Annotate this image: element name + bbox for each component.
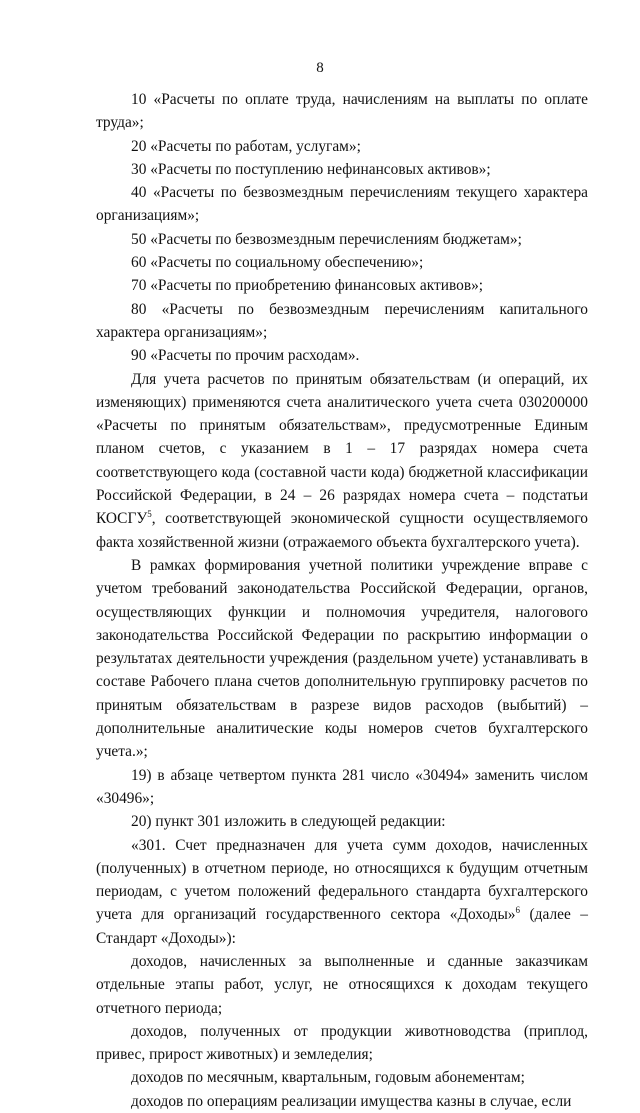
page-number: 8 [316,60,324,76]
paragraph: 19) в абзаце четвертом пункта 281 число «30494» заменить числом «30496»; [96,766,588,807]
paragraph: 90 «Расчеты по прочим расходам». [131,347,360,365]
paragraph: В рамках формирования учетной политики учреждение вправе с учетом требований законодательства Российской Федерации, органов, осуществляющих функции и полномочия учредителя, налогового законодательства Российской Федерации по раскрытию информации о результатах деятельности учреждения (раздельном учете) устанавливать в составе Рабочего плана счетов дополнительную группировку расчетов по принятым обязательствам в разрезе видов расходов (выбытий) – дополнительные аналитические коды номеров счетов бухгалтерского учета.»; [96,556,588,761]
paragraph-with-footnote [96,834,588,950]
paragraph: доходов по месячным, квартальным, годовым абонементам; [131,1069,525,1087]
paragraph-text: , соответствующей экономической сущности осуществляемого факта хозяйственной жизни (отражаемого объекта бухгалтерского учета). [96,510,588,551]
paragraph-text: Для учета расчетов по принятым обязательствам (и операций, их изменяющих) применяются счета аналитического учета счета 030200000 «Расчеты по принятым обязательствам», предусмотренные Единым планом счетов, с указанием в 1 – 17 разрядах номера счета соответствующего кода (составной части кода) бюджетной классификации Российской Федерации, в 24 – 26 разрядах номера счета – подстатьи КОСГУ [96,370,588,528]
paragraph-with-footnote [96,368,588,554]
document-body [96,88,588,1113]
paragraph: доходов по операциям реализации имущества казны в случае, если [131,1092,572,1110]
footnote-ref: 6 [515,905,520,916]
paragraph-text: (далее – Стандарт «Доходы»): [96,906,588,947]
paragraph-text: «301. Счет предназначен для учета сумм доходов, начисленных (полученных) в отчетном периоде, но относящихся к будущим отчетным периодам, с учетом положений федерального стандарта бухгалтерского учета для организаций государственного сектора «Доходы» [96,836,588,924]
paragraph: 60 «Расчеты по социальному обеспечению»; [131,254,424,272]
paragraph: 50 «Расчеты по безвозмездным перечислениям бюджетам»; [131,230,522,248]
paragraph: доходов, полученных от продукции животноводства (приплод, привес, прирост животных) и земледелия; [96,1022,588,1064]
paragraph: 70 «Расчеты по приобретению финансовых активов»; [131,277,484,295]
footnote-ref: 5 [147,509,152,520]
paragraph: 30 «Расчеты по поступлению нефинансовых активов»; [131,160,491,178]
paragraph: 10 «Расчеты по оплате труда, начислениям на выплаты по оплате труда»; [96,91,588,132]
paragraph: 40 «Расчеты по безвозмездным перечислениям текущего характера организациям»; [96,184,588,225]
paragraph: 20 «Расчеты по работам, услугам»; [131,137,361,155]
paragraph: 20) пункт 301 изложить в следующей редакции: [131,813,446,831]
paragraph: доходов, начисленных за выполненные и сданные заказчикам отдельные этапы работ, услуг, не относящихся к доходам текущего отчетного периода; [96,952,588,1017]
paragraph: 80 «Расчеты по безвозмездным перечислениям капитального характера организациям»; [96,300,588,341]
